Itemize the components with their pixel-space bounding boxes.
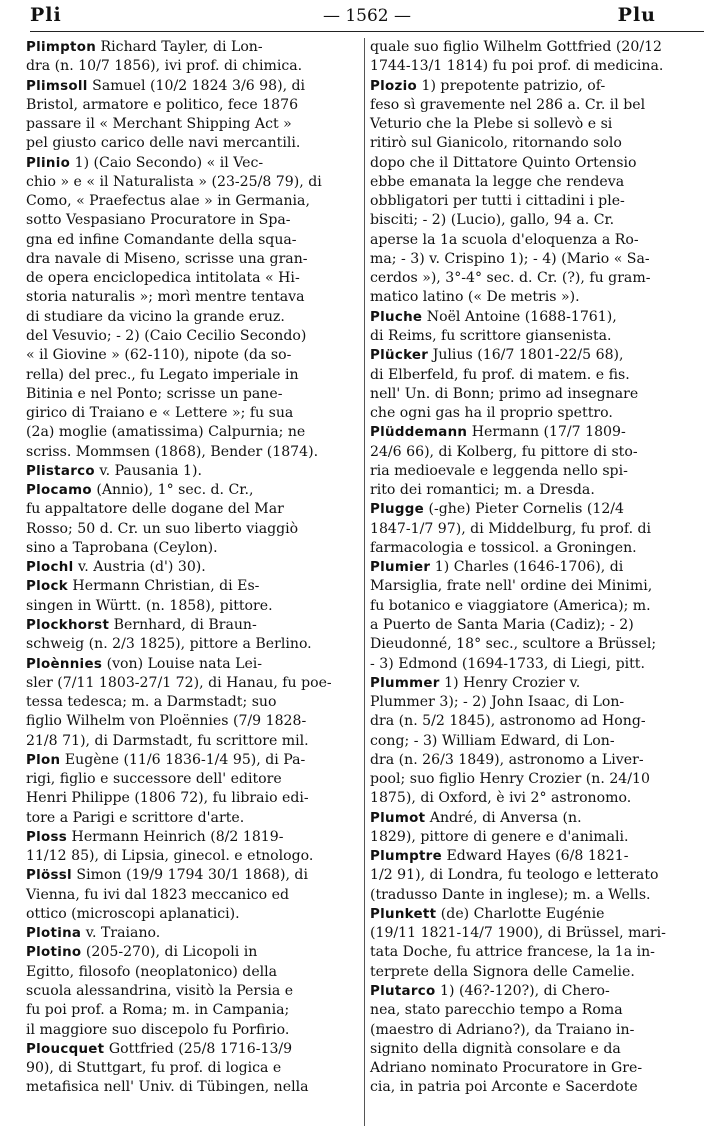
line-text: dopo che il Dittatore Quinto Ortensio — [370, 154, 637, 171]
text-line — [370, 712, 710, 731]
page-header — [30, 3, 704, 32]
headword: Plummer — [370, 675, 440, 691]
entry-first-line — [370, 847, 710, 866]
text-line — [26, 539, 360, 558]
entry-first-line — [370, 558, 710, 577]
text-line — [26, 635, 360, 654]
text-line — [26, 500, 360, 519]
text-line — [26, 520, 360, 539]
text-line — [26, 346, 360, 365]
line-text: del Vesuvio; - 2) (Caio Cecilio Secondo) — [26, 327, 307, 344]
line-text: Hermann Heinrich (8/2 1819- — [67, 828, 284, 845]
line-text: 1) (46?-120?), di Chero- — [435, 983, 610, 1000]
entry-first-line — [26, 154, 360, 173]
headword: Plimsoll — [26, 78, 88, 94]
text-line — [26, 809, 360, 828]
line-text: Simon (19/9 1794 30/1 1868), di — [71, 867, 308, 884]
text-line — [370, 770, 710, 789]
text-line — [26, 712, 360, 731]
line-text: - 3) Edmond (1694-1733, di Liegi, pitt. — [370, 655, 645, 672]
headword: Plinio — [26, 155, 71, 171]
text-line — [370, 732, 710, 751]
headword: Plugge — [370, 502, 424, 518]
line-text: 1) Charles (1646-1706), di — [430, 559, 624, 576]
text-line — [370, 886, 710, 905]
line-text: di studiare da vicino la grande eruz. — [26, 308, 285, 325]
text-line — [370, 943, 710, 962]
line-text: fu poi prof. a Roma; m. in Campania; — [26, 1002, 290, 1019]
line-text: ria medioevale e leggenda nello spi- — [370, 462, 628, 479]
text-line — [26, 173, 360, 192]
headword: Plozio — [370, 78, 417, 94]
line-text: Dieudonné, 18° sec., scultore a Brüssel; — [370, 636, 657, 653]
line-text: ebbe emanata la legge che rendeva — [370, 173, 625, 190]
text-line — [370, 963, 710, 982]
headword: Ploss — [26, 829, 68, 845]
column-divider — [364, 38, 365, 1126]
line-text: Rosso; 50 d. Cr. un suo liberto viaggiò — [26, 520, 299, 537]
headword: Ploènnies — [26, 656, 103, 672]
headword: Plössl — [26, 868, 72, 884]
line-text: Bernhard, di Braun- — [109, 616, 257, 633]
line-text: Julius (16/7 1801-22/5 68), — [428, 347, 624, 364]
text-line — [370, 828, 710, 847]
line-text: 21/8 71), di Darmstadt, fu scrittore mil. — [26, 732, 309, 749]
text-line — [370, 616, 710, 635]
entry-first-line — [370, 346, 710, 365]
line-text: Bristol, armatore e politico, fece 1876 — [26, 96, 299, 113]
entry-first-line — [370, 809, 710, 828]
entry-first-line — [370, 77, 710, 96]
text-line — [370, 539, 710, 558]
entry-first-line — [26, 577, 360, 596]
line-text: Adriano nominato Procuratore in Gre- — [370, 1060, 643, 1077]
line-text: « il Giovine » (62-110), nipote (da so- — [26, 347, 292, 364]
line-text: André, di Anversa (n. — [425, 809, 582, 826]
line-text: Samuel (10/2 1824 3/6 98), di — [87, 77, 306, 94]
text-line — [26, 693, 360, 712]
text-line — [370, 269, 710, 288]
line-text: Hermann Christian, di Es- — [67, 578, 260, 595]
text-line — [370, 57, 710, 76]
headword: Ploucquet — [26, 1041, 105, 1057]
line-text: 1) Henry Crozier v. — [439, 674, 581, 691]
text-line — [370, 38, 710, 57]
entry-first-line — [370, 674, 710, 693]
entry-first-line — [26, 943, 360, 962]
line-text: (von) Louise nata Lei- — [102, 655, 263, 672]
line-text: cerdos »), 3°-4° sec. d. Cr. (?), fu gram- — [370, 270, 651, 287]
text-line — [26, 211, 360, 230]
header-left-guide-word: Pli — [30, 4, 62, 26]
headword: Plumot — [370, 810, 426, 826]
line-text: pel giusto carico delle navi mercantili. — [26, 135, 301, 152]
text-line — [26, 1001, 360, 1020]
line-text: ritirò sul Gianicolo, ritornando solo — [370, 135, 622, 152]
headword: Plunkett — [370, 906, 437, 922]
line-text: Eugène (11/6 1836-1/4 95), di Pa- — [60, 751, 306, 768]
line-text: dra (n. 26/3 1849), astronomo a Liver- — [370, 751, 644, 768]
line-text: de opera enciclopedica intitolata « Hi- — [26, 270, 300, 287]
line-text: Plummer 3); - 2) John Isaac, di Lon- — [370, 694, 625, 711]
line-text: di Elberfeld, fu prof. di matem. e fis. — [370, 366, 630, 383]
line-text: Gottfried (25/8 1716-13/9 — [104, 1040, 293, 1057]
text-line — [26, 423, 360, 442]
text-line — [370, 134, 710, 153]
line-text: (Annio), 1° sec. d. Cr., — [91, 482, 254, 499]
text-line — [370, 327, 710, 346]
line-text: ottico (microscopi aplanatici). — [26, 905, 240, 922]
headword: Plock — [26, 579, 68, 595]
text-line — [26, 308, 360, 327]
text-line — [370, 250, 710, 269]
line-text: scriss. Mommsen (1868), Bender (1874). — [26, 443, 319, 460]
headword: Pluche — [370, 309, 423, 325]
line-text: Como, « Praefectus alae » in Germania, — [26, 193, 310, 210]
text-line — [26, 905, 360, 924]
line-text: nell' Un. di Bonn; primo ad insegnare — [370, 385, 639, 402]
line-text: v. Austria (d') 30). — [73, 559, 206, 576]
line-text: sotto Vespasiano Procuratore in Spa- — [26, 212, 291, 229]
line-text: metafisica nell' Univ. di Tübingen, nella — [26, 1079, 309, 1096]
line-text: gna ed infine Comandante della squa- — [26, 231, 297, 248]
line-text: (de) Charlotte Eugénie — [436, 905, 605, 922]
entry-first-line — [370, 905, 710, 924]
text-line — [370, 96, 710, 115]
line-text: Egitto, filosofo (neoplatonico) della — [26, 963, 278, 980]
entry-first-line — [26, 866, 360, 885]
text-line — [26, 327, 360, 346]
headword: Plüddemann — [370, 425, 468, 441]
text-line — [26, 674, 360, 693]
text-line — [26, 1078, 360, 1097]
line-text: a Puerto de Santa Maria (Cadiz); - 2) — [370, 616, 634, 633]
text-line — [26, 288, 360, 307]
text-line — [370, 231, 710, 250]
text-line — [26, 231, 360, 250]
line-text: pool; suo figlio Henry Crozier (n. 24/10 — [370, 771, 650, 788]
text-line — [26, 385, 360, 404]
headword: Plutarco — [370, 984, 436, 1000]
line-text: obbligatori per tutti i cittadini i ple- — [370, 193, 625, 210]
headword: Plumptre — [370, 849, 442, 865]
line-text: fu botanico e viaggiatore (America); m. — [370, 597, 651, 614]
line-text: tessa tedesca; m. a Darmstadt; suo — [26, 694, 277, 711]
headword: Plockhorst — [26, 617, 110, 633]
line-text: Vienna, fu ivi dal 1823 meccanico ed — [26, 886, 289, 903]
text-line — [26, 404, 360, 423]
line-text: feso sì gravemente nel 286 a. Cr. il bel — [370, 96, 646, 113]
text-line — [370, 924, 710, 943]
headword: Plocamo — [26, 483, 92, 499]
text-line — [370, 366, 710, 385]
text-line — [26, 134, 360, 153]
entry-first-line — [26, 924, 360, 943]
text-line — [370, 577, 710, 596]
text-line — [26, 250, 360, 269]
line-text: Bitinia e nel Ponto; scrisse un pane- — [26, 385, 283, 402]
line-text: sino a Taprobana (Ceylon). — [26, 539, 218, 556]
line-text: 1/2 91), di Londra, fu teologo e letterato — [370, 867, 659, 884]
line-text: rigi, figlio e successore dell' editore — [26, 771, 282, 788]
line-text: Henri Philippe (1806 72), fu libraio edi- — [26, 790, 309, 807]
line-text: figlio Wilhelm von Ploënnies (7/9 1828- — [26, 713, 307, 730]
line-text: 1744-13/1 1814) fu poi prof. di medicina. — [370, 58, 664, 75]
line-text: singen in Württ. (n. 1858), pittore. — [26, 597, 273, 614]
text-line — [26, 1021, 360, 1040]
entry-first-line — [26, 462, 360, 481]
line-text: tore a Parigi e scrittore d'arte. — [26, 809, 245, 826]
headword: Plotina — [26, 926, 82, 942]
line-text: schweig (n. 2/3 1825), pittore a Berlino. — [26, 636, 312, 653]
text-line — [26, 732, 360, 751]
text-line — [26, 847, 360, 866]
text-line — [26, 192, 360, 211]
headword: Plumier — [370, 560, 431, 576]
entry-first-line — [370, 308, 710, 327]
entry-first-line — [370, 982, 710, 1001]
entry-first-line — [26, 77, 360, 96]
text-line — [26, 982, 360, 1001]
line-text: scuola alessandrina, visitò la Persia e — [26, 983, 294, 1000]
text-line — [370, 1040, 710, 1059]
text-line — [370, 655, 710, 674]
text-line — [370, 866, 710, 885]
text-line — [26, 963, 360, 982]
text-line — [370, 635, 710, 654]
line-text: 1) (Caio Secondo) « il Vec- — [70, 154, 264, 171]
text-line — [26, 1059, 360, 1078]
line-text: dra (n. 5/2 1845), astronomo ad Hong- — [370, 713, 646, 730]
text-line — [26, 597, 360, 616]
text-line — [370, 192, 710, 211]
entry-first-line — [26, 558, 360, 577]
text-line — [370, 1059, 710, 1078]
line-text: quale suo figlio Wilhelm Gottfried (20/12 — [370, 39, 663, 55]
line-text: dra navale di Miseno, scrisse una gran- — [26, 250, 308, 267]
line-text: chio » e « il Naturalista » (23-25/8 79), di — [26, 173, 322, 190]
text-line — [370, 173, 710, 192]
line-text: dra (n. 10/7 1856), ivi prof. di chimica. — [26, 58, 303, 75]
line-text: storia naturalis »; morì mentre tentava — [26, 289, 305, 306]
line-text: sler (7/11 1803-27/1 72), di Hanau, fu poe- — [26, 674, 332, 691]
line-text: girico di Traiano e « Lettere »; fu sua — [26, 405, 294, 422]
entry-first-line — [370, 500, 710, 519]
text-line — [370, 385, 710, 404]
text-line — [26, 115, 360, 134]
text-line — [26, 96, 360, 115]
line-text: nea, stato parecchio tempo a Roma — [370, 1002, 623, 1019]
text-line — [370, 443, 710, 462]
page-number: — 1562 — — [322, 6, 412, 26]
text-line — [26, 269, 360, 288]
line-text: rito dei romantici; m. a Dresda. — [370, 482, 595, 499]
entry-first-line — [26, 828, 360, 847]
line-text: 24/6 66), di Kolberg, fu pittore di sto- — [370, 443, 638, 460]
entry-first-line — [26, 1040, 360, 1059]
text-line — [370, 520, 710, 539]
line-text: (2a) moglie (amatissima) Calpurnia; ne — [26, 424, 306, 441]
text-line — [370, 481, 710, 500]
line-text: matico latino (« De metris »). — [370, 289, 580, 306]
line-text: signito della dignità consolare e da — [370, 1040, 621, 1057]
line-text: 1875), di Oxford, è ivi 2° astronomo. — [370, 790, 632, 807]
entry-first-line — [370, 423, 710, 442]
text-line — [370, 1078, 710, 1097]
line-text: 11/12 85), di Lipsia, ginecol. e etnologo. — [26, 848, 314, 865]
line-text: (tradusso Dante in inglese); m. a Wells. — [370, 886, 651, 903]
headword: Plochl — [26, 560, 74, 576]
text-line — [26, 770, 360, 789]
headword: Plotino — [26, 945, 82, 961]
text-line — [370, 789, 710, 808]
line-text: fu appaltatore delle dogane del Mar — [26, 501, 284, 518]
text-line — [370, 404, 710, 423]
line-text: 1847-1/7 97), di Middelburg, fu prof. di — [370, 520, 652, 537]
left-column — [26, 38, 360, 1098]
right-column — [370, 38, 710, 1098]
line-text: il maggiore suo discepolo fu Porfirio. — [26, 1021, 290, 1038]
line-text: 90), di Stuttgart, fu prof. di logica e — [26, 1060, 282, 1077]
text-line — [26, 443, 360, 462]
entry-first-line — [26, 751, 360, 770]
line-text: Noël Antoine (1688-1761), — [422, 308, 617, 325]
line-text: di Reims, fu scrittore giansenista. — [370, 327, 612, 344]
line-text: rella) del prec., fu Legato imperiale in — [26, 366, 299, 383]
headword: Plon — [26, 752, 61, 768]
text-line — [370, 1001, 710, 1020]
text-line — [370, 288, 710, 307]
line-text: 1) prepotente patrizio, of- — [417, 77, 606, 94]
text-line — [370, 115, 710, 134]
line-text: Hermann (17/7 1809- — [467, 424, 626, 441]
headword: Plücker — [370, 348, 429, 364]
line-text: terprete della Signora delle Camelie. — [370, 963, 635, 980]
line-text: Edward Hayes (6/8 1821- — [441, 848, 629, 865]
line-text: ma; - 3) v. Crispino 1); - 4) (Mario « Sa- — [370, 250, 650, 267]
text-line — [370, 597, 710, 616]
entry-first-line — [26, 616, 360, 635]
line-text: (205-270), di Licopoli in — [81, 944, 258, 961]
text-line — [370, 154, 710, 173]
headword: Plimpton — [26, 40, 97, 55]
line-text: v. Pausania 1). — [94, 462, 202, 479]
text-line — [26, 57, 360, 76]
line-text: bisciti; - 2) (Lucio), gallo, 94 a. Cr. — [370, 212, 615, 229]
text-line — [370, 462, 710, 481]
text-line — [370, 693, 710, 712]
headword: Plistarco — [26, 463, 95, 479]
text-line — [26, 886, 360, 905]
line-text: farmacologia e tossicol. a Groningen. — [370, 539, 637, 556]
line-text: Richard Tayler, di Lon- — [96, 39, 263, 55]
text-line — [370, 1021, 710, 1040]
line-text: Marsiglia, frate nell' ordine dei Minimi, — [370, 578, 653, 595]
line-text: cia, in patria poi Arconte e Sacerdote — [370, 1079, 638, 1096]
entry-first-line — [26, 38, 360, 57]
line-text: v. Traiano. — [81, 925, 161, 942]
line-text: (maestro di Adriano?), da Traiano in- — [370, 1021, 635, 1038]
text-line — [370, 751, 710, 770]
line-text: aperse la 1a scuola d'eloquenza a Ro- — [370, 231, 639, 248]
entry-first-line — [26, 655, 360, 674]
line-text: cong; - 3) William Edward, di Lon- — [370, 732, 615, 749]
text-line — [26, 366, 360, 385]
text-line — [26, 789, 360, 808]
line-text: 1829), pittore di genere e d'animali. — [370, 828, 629, 845]
line-text: passare il « Merchant Shipping Act » — [26, 116, 292, 133]
text-line — [370, 211, 710, 230]
header-right-guide-word: Plu — [617, 4, 656, 26]
line-text: (19/11 1821-14/7 1900), di Brüssel, mari- — [370, 925, 666, 942]
entry-first-line — [26, 481, 360, 500]
line-text: tata Doche, fu attrice francese, la 1a in- — [370, 944, 655, 961]
line-text: (-ghe) Pieter Cornelis (12/4 — [424, 501, 625, 518]
line-text: che ogni gas ha il proprio spettro. — [370, 405, 613, 422]
line-text: Veturio che la Plebe si sollevò e si — [370, 116, 613, 133]
